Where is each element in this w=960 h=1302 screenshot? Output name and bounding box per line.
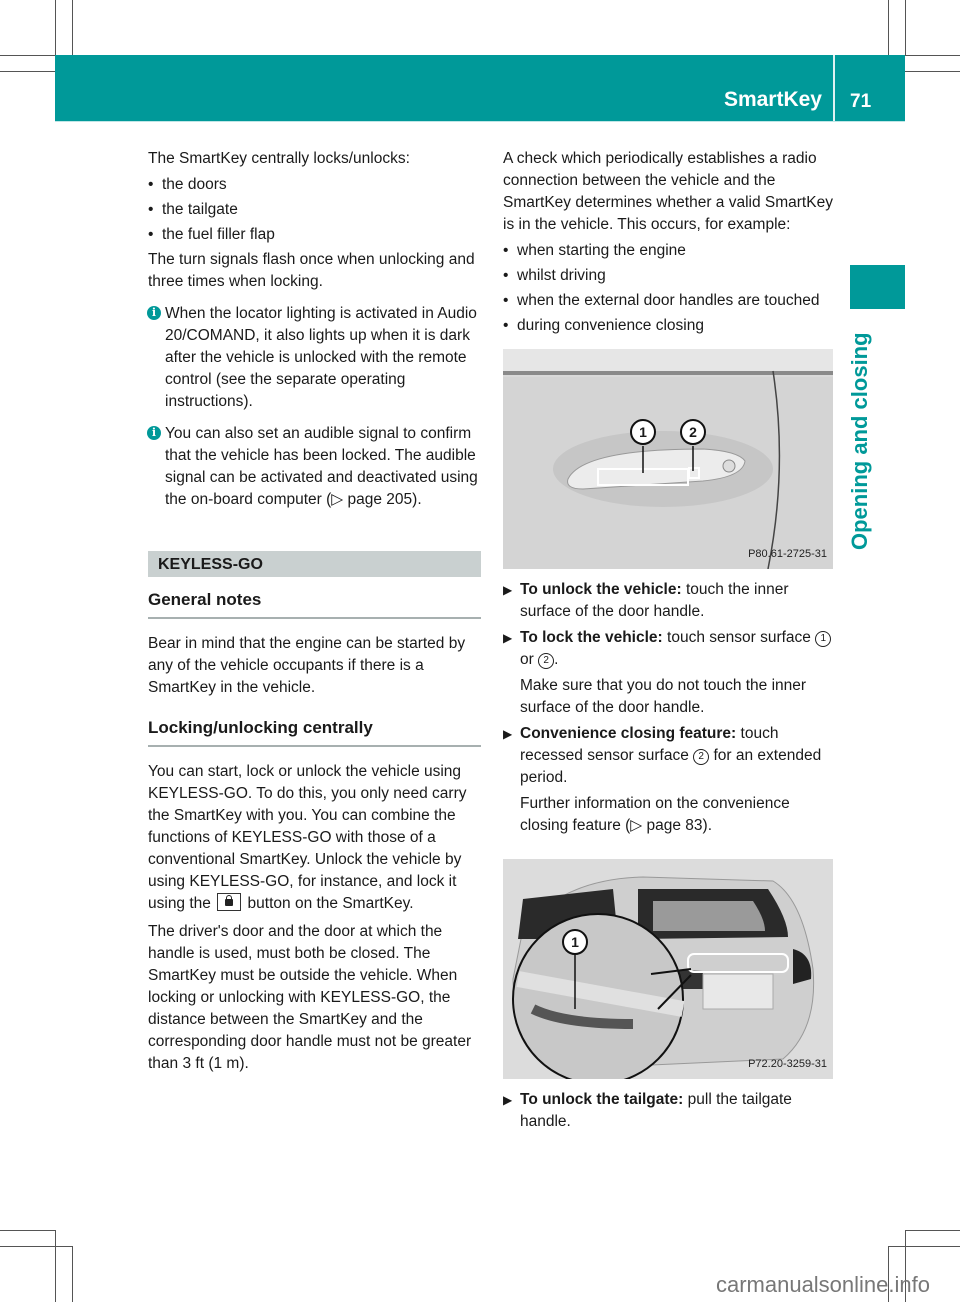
info-note bbox=[148, 303, 481, 413]
crop-mark bbox=[905, 0, 906, 55]
conditions-paragraph: The driver's door and the door at which the handle is used, must both be closed. The SmartKey must be outside the vehicle. When locking or unlocking with KEYLESS-GO, the distance between the SmartKey and the corresponding door handle must not be greater than 3 ft (1 m). bbox=[148, 923, 472, 1072]
section-title: SmartKey bbox=[723, 88, 822, 111]
crop-mark bbox=[0, 71, 55, 72]
callout-2: 2 bbox=[680, 419, 706, 445]
page-header bbox=[55, 55, 905, 122]
step-label: To unlock the vehicle: bbox=[520, 581, 682, 598]
figure-code: P80.61-2725-31 bbox=[748, 548, 827, 560]
step-note: Make sure that you do not touch the inner surface of the door handle. bbox=[520, 677, 807, 716]
step-note: Further information on the convenience closing feature (▷ page 83). bbox=[520, 795, 790, 834]
crop-mark bbox=[0, 55, 55, 56]
crop-mark bbox=[0, 1246, 72, 1247]
subheading-general-notes: General notes bbox=[148, 589, 481, 619]
step-lock-vehicle bbox=[503, 627, 833, 719]
tailgate-figure bbox=[503, 859, 833, 1079]
note-text: You can also set an audible signal to confirm that the vehicle has been locked. The audible signal can be activated and deactivated using the on-board computer (▷ page 205). bbox=[165, 425, 478, 508]
step-text: touch recessed sensor surface bbox=[520, 725, 779, 764]
chapter-tab bbox=[850, 265, 905, 309]
step-text: or bbox=[520, 651, 534, 668]
check-occasions-list bbox=[503, 240, 833, 337]
step-arrow-icon: ▶ bbox=[503, 631, 513, 645]
list-item: • the tailgate bbox=[148, 199, 481, 221]
step-arrow-icon: ▶ bbox=[503, 583, 513, 597]
crop-mark bbox=[55, 1230, 56, 1302]
list-item: • when starting the engine bbox=[503, 240, 833, 262]
callout-ref-2: 2 bbox=[538, 653, 554, 669]
list-item: • when the external door handles are touched bbox=[503, 290, 833, 312]
chapter-label-text: Opening and closing bbox=[847, 332, 872, 550]
step-unlock-vehicle bbox=[503, 579, 833, 623]
crop-mark bbox=[888, 1246, 960, 1247]
door-handle-figure bbox=[503, 349, 833, 569]
info-note bbox=[148, 423, 481, 511]
crop-mark bbox=[72, 0, 73, 55]
chapter-label bbox=[847, 320, 887, 550]
header-divider bbox=[833, 55, 835, 121]
step-text: . bbox=[554, 651, 559, 668]
lock-targets-list bbox=[148, 174, 481, 246]
list-item: • the doors bbox=[148, 174, 481, 196]
locking-text: You can start, lock or unlock the vehicle using KEYLESS-GO. To do this, you only need carry the SmartKey with you. You can combine the functions of KEYLESS-GO with those of a conventional SmartKey. Unlock the vehicle by using KEYLESS-GO, for instance, and lock it using the bbox=[148, 763, 467, 912]
crop-mark bbox=[0, 1230, 55, 1231]
step-arrow-icon: ▶ bbox=[503, 727, 513, 741]
intro-text: The SmartKey centrally locks/unlocks: bbox=[148, 150, 410, 167]
crop-mark bbox=[905, 71, 960, 72]
crop-mark bbox=[72, 1246, 73, 1302]
locking-paragraph bbox=[148, 761, 481, 915]
info-icon: i bbox=[147, 306, 161, 320]
crop-mark bbox=[888, 0, 889, 55]
general-notes-text: Bear in mind that the engine can be started by any of the vehicle occupants if there is a SmartKey in the vehicle. bbox=[148, 635, 466, 696]
figure-code: P72.20-3259-31 bbox=[748, 1058, 827, 1070]
section-heading-keyless-go: KEYLESS-GO bbox=[148, 551, 481, 577]
step-text: touch the inner surface of the door handle. bbox=[520, 581, 789, 620]
tailgate-illustration bbox=[503, 859, 833, 1079]
step-text: for an extended period. bbox=[520, 747, 822, 786]
right-column bbox=[503, 148, 833, 1133]
page-number: 71 bbox=[850, 91, 872, 112]
step-label: To unlock the tailgate: bbox=[520, 1091, 684, 1108]
step-convenience-closing bbox=[503, 723, 833, 837]
step-arrow-icon: ▶ bbox=[503, 1093, 513, 1107]
list-item: • during convenience closing bbox=[503, 315, 833, 337]
locking-text: button on the SmartKey. bbox=[247, 895, 414, 912]
info-icon: i bbox=[147, 426, 161, 440]
subheading-locking: Locking/unlocking centrally bbox=[148, 717, 481, 747]
radio-check-text: A check which periodically establishes a radio connection between the vehicle and the SmartKey determines whether a valid SmartKey is in the vehicle. This occurs, for example: bbox=[503, 150, 833, 233]
step-text: pull the tailgate handle. bbox=[520, 1091, 792, 1130]
step-label: Convenience closing feature: bbox=[520, 725, 737, 742]
crop-mark bbox=[55, 0, 56, 55]
crop-mark bbox=[905, 1230, 960, 1231]
step-label: To lock the vehicle: bbox=[520, 629, 663, 646]
callout-1: 1 bbox=[630, 419, 656, 445]
turn-signals-text: The turn signals flash once when unlocking and three times when locking. bbox=[148, 251, 475, 290]
step-text: touch sensor surface bbox=[667, 629, 811, 646]
lock-button-icon bbox=[217, 893, 241, 911]
note-text: When the locator lighting is activated in Audio 20/COMAND, it also lights up when it is dark after the vehicle is unlocked with the remote control (see the separate operating instructions). bbox=[165, 305, 477, 410]
callout-ref-2: 2 bbox=[693, 749, 709, 765]
watermark: carmanualsonline.info bbox=[715, 1272, 930, 1297]
callout-1: 1 bbox=[562, 929, 588, 955]
list-item: • the fuel filler flap bbox=[148, 224, 481, 246]
step-unlock-tailgate bbox=[503, 1089, 833, 1133]
left-column bbox=[148, 148, 481, 1075]
list-item: • whilst driving bbox=[503, 265, 833, 287]
door-handle-illustration bbox=[503, 349, 833, 569]
callout-ref-1: 1 bbox=[815, 631, 831, 647]
crop-mark bbox=[905, 55, 960, 56]
